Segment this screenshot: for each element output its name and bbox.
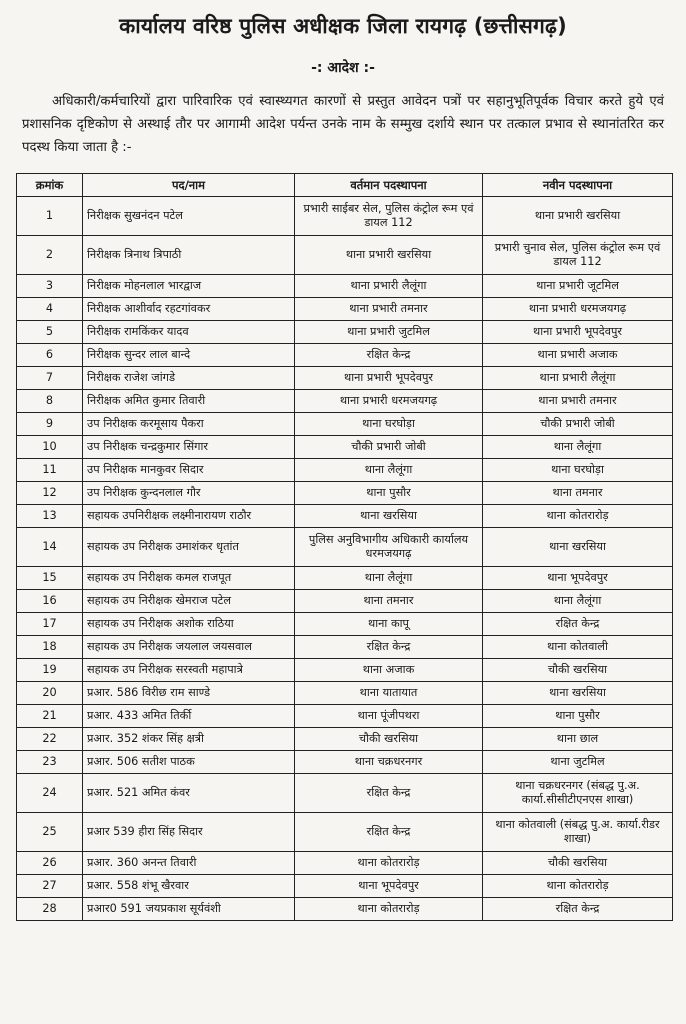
name-cell: निरीक्षक त्रिनाथ त्रिपाठी <box>83 236 295 275</box>
new-posting-cell: प्रभारी चुनाव सेल, पुलिस कंट्रोल रूम एवं डायल 112 <box>483 236 673 275</box>
name-cell: उप निरीक्षक मानकुवर सिदार <box>83 459 295 482</box>
col-header-current-posting: वर्तमान पदस्थापना <box>295 174 483 197</box>
table-header-row <box>17 174 673 197</box>
serial-cell: 17 <box>17 613 83 636</box>
current-posting-cell: थाना कोतरारोड़ <box>295 898 483 921</box>
new-posting-cell: थाना खरसिया <box>483 682 673 705</box>
intro-paragraph <box>22 90 664 159</box>
current-posting-cell: थाना अजाक <box>295 659 483 682</box>
serial-cell: 24 <box>17 774 83 813</box>
current-posting-cell: थाना लैलूंगा <box>295 459 483 482</box>
document-title: कार्यालय वरिष्ठ पुलिस अधीक्षक जिला रायगढ़ (छत्तीसगढ़) <box>119 14 567 38</box>
table-row <box>17 705 673 728</box>
name-cell: सहायक उप निरीक्षक खेमराज पटेल <box>83 590 295 613</box>
current-posting-cell: रक्षित केन्द्र <box>295 813 483 852</box>
serial-cell: 19 <box>17 659 83 682</box>
current-posting-cell: थाना पूंजीपथरा <box>295 705 483 728</box>
serial-cell: 3 <box>17 275 83 298</box>
name-cell: निरीक्षक मोहनलाल भारद्वाज <box>83 275 295 298</box>
serial-cell: 10 <box>17 436 83 459</box>
serial-cell: 23 <box>17 751 83 774</box>
serial-cell: 20 <box>17 682 83 705</box>
new-posting-cell: थाना छाल <box>483 728 673 751</box>
name-cell: निरीक्षक सुखनंदन पटेल <box>83 197 295 236</box>
name-cell: उप निरीक्षक चन्द्रकुमार सिंगार <box>83 436 295 459</box>
order-heading: -: आदेश :- <box>311 60 375 76</box>
serial-cell: 16 <box>17 590 83 613</box>
new-posting-cell: थाना कोतरारोड़ <box>483 875 673 898</box>
table-row <box>17 590 673 613</box>
name-cell: प्रआर. 506 सतीश पाठक <box>83 751 295 774</box>
name-cell: सहायक उप निरीक्षक उमाशंकर धृतांत <box>83 528 295 567</box>
table-row <box>17 813 673 852</box>
current-posting-cell: रक्षित केन्द्र <box>295 344 483 367</box>
current-posting-cell: थाना पुसौर <box>295 482 483 505</box>
new-posting-cell: थाना पुसौर <box>483 705 673 728</box>
serial-cell: 28 <box>17 898 83 921</box>
intro-text: अधिकारी/कर्मचारियों द्वारा पारिवारिक एवं स्वास्थ्यगत कारणों से प्रस्तुत आवेदन पत्रों पर सहानुभूतिपूर्वक विचार करते हुये एवं प्रशासनिक दृष्टिकोण से अस्थाई तौर पर आगामी आदेश पर्यन्त उनके नाम के सम्मुख दर्शाये स्थान पर तत्काल प्रभाव से स्थानांतरित कर पदस्थ किया जाता है :- <box>22 94 664 155</box>
serial-cell: 22 <box>17 728 83 751</box>
current-posting-cell: थाना कापू <box>295 613 483 636</box>
name-cell: निरीक्षक आशीर्वाद रहटगांवकर <box>83 298 295 321</box>
table-row <box>17 236 673 275</box>
new-posting-cell: थाना घरघोड़ा <box>483 459 673 482</box>
current-posting-cell: थाना तमनार <box>295 590 483 613</box>
new-posting-cell: थाना प्रभारी तमनार <box>483 390 673 413</box>
name-cell: सहायक उप निरीक्षक जयलाल जयसवाल <box>83 636 295 659</box>
name-cell: प्रआर. 586 विरीछ राम साण्डे <box>83 682 295 705</box>
table-row <box>17 751 673 774</box>
current-posting-cell: रक्षित केन्द्र <box>295 636 483 659</box>
new-posting-cell: थाना प्रभारी लैलूंगा <box>483 367 673 390</box>
new-posting-cell: थाना कोतरारोड़ <box>483 505 673 528</box>
col-header-name: पद/नाम <box>83 174 295 197</box>
table-row <box>17 636 673 659</box>
new-posting-cell: थाना खरसिया <box>483 528 673 567</box>
new-posting-cell: चौकी खरसिया <box>483 852 673 875</box>
table-row <box>17 898 673 921</box>
name-cell: सहायक उपनिरीक्षक लक्ष्मीनारायण राठौर <box>83 505 295 528</box>
name-cell: सहायक उप निरीक्षक कमल राजपूत <box>83 567 295 590</box>
table-body <box>17 197 673 921</box>
current-posting-cell: रक्षित केन्द्र <box>295 774 483 813</box>
new-posting-cell: थाना प्रभारी अजाक <box>483 344 673 367</box>
current-posting-cell: थाना खरसिया <box>295 505 483 528</box>
new-posting-cell: रक्षित केन्द्र <box>483 898 673 921</box>
name-cell: उप निरीक्षक करमूसाय पैकरा <box>83 413 295 436</box>
serial-cell: 18 <box>17 636 83 659</box>
serial-cell: 27 <box>17 875 83 898</box>
serial-cell: 26 <box>17 852 83 875</box>
new-posting-cell: चौकी खरसिया <box>483 659 673 682</box>
serial-cell: 2 <box>17 236 83 275</box>
current-posting-cell: थाना चक्रधरनगर <box>295 751 483 774</box>
current-posting-cell: थाना प्रभारी खरसिया <box>295 236 483 275</box>
current-posting-cell: थाना प्रभारी तमनार <box>295 298 483 321</box>
serial-cell: 5 <box>17 321 83 344</box>
transfer-table <box>16 173 673 921</box>
current-posting-cell: थाना प्रभारी जुटमिल <box>295 321 483 344</box>
name-cell: निरीक्षक सुन्दर लाल बान्दे <box>83 344 295 367</box>
serial-cell: 13 <box>17 505 83 528</box>
name-cell: प्रआर. 558 शंभू खैरवार <box>83 875 295 898</box>
new-posting-cell: थाना प्रभारी खरसिया <box>483 197 673 236</box>
table-row <box>17 197 673 236</box>
table-row <box>17 875 673 898</box>
serial-cell: 6 <box>17 344 83 367</box>
serial-cell: 4 <box>17 298 83 321</box>
table-row <box>17 367 673 390</box>
current-posting-cell: थाना कोतरारोड़ <box>295 852 483 875</box>
new-posting-cell: थाना प्रभारी धरमजयगढ़ <box>483 298 673 321</box>
current-posting-cell: थाना लैलूंगा <box>295 567 483 590</box>
table-row <box>17 852 673 875</box>
name-cell: प्रआर. 360 अनन्त तिवारी <box>83 852 295 875</box>
table-row <box>17 659 673 682</box>
new-posting-cell: थाना कोतवाली (संबद्ध पु.अ. कार्या.रीडर शाखा) <box>483 813 673 852</box>
table-row <box>17 682 673 705</box>
name-cell: प्रआर. 433 अमित तिर्की <box>83 705 295 728</box>
col-header-serial: क्रमांक <box>17 174 83 197</box>
new-posting-cell: थाना प्रभारी भूपदेवपुर <box>483 321 673 344</box>
table-row <box>17 321 673 344</box>
name-cell: निरीक्षक राजेश जांगडे <box>83 367 295 390</box>
current-posting-cell: थाना घरघोड़ा <box>295 413 483 436</box>
new-posting-cell: चौकी प्रभारी जोबी <box>483 413 673 436</box>
serial-cell: 9 <box>17 413 83 436</box>
name-cell: उप निरीक्षक कुन्दनलाल गौर <box>83 482 295 505</box>
serial-cell: 21 <box>17 705 83 728</box>
table-row <box>17 728 673 751</box>
new-posting-cell: थाना भूपदेवपुर <box>483 567 673 590</box>
table-row <box>17 482 673 505</box>
current-posting-cell: थाना प्रभारी लैलूंगा <box>295 275 483 298</box>
table-row <box>17 413 673 436</box>
current-posting-cell: थाना प्रभारी धरमजयगढ़ <box>295 390 483 413</box>
table-row <box>17 344 673 367</box>
serial-cell: 25 <box>17 813 83 852</box>
new-posting-cell: रक्षित केन्द्र <box>483 613 673 636</box>
name-cell: प्रआर. 352 शंकर सिंह क्षत्री <box>83 728 295 751</box>
table-row <box>17 298 673 321</box>
name-cell: सहायक उप निरीक्षक सरस्वती महापात्रे <box>83 659 295 682</box>
table-row <box>17 459 673 482</box>
serial-cell: 14 <box>17 528 83 567</box>
table-row <box>17 436 673 459</box>
name-cell: निरीक्षक अमित कुमार तिवारी <box>83 390 295 413</box>
current-posting-cell: प्रभारी साईबर सेल, पुलिस कंट्रोल रूम एवं डायल 112 <box>295 197 483 236</box>
serial-cell: 7 <box>17 367 83 390</box>
new-posting-cell: थाना लैलूंगा <box>483 436 673 459</box>
name-cell: प्रआर 539 हीरा सिंह सिदार <box>83 813 295 852</box>
current-posting-cell: चौकी खरसिया <box>295 728 483 751</box>
table-row <box>17 505 673 528</box>
table-row <box>17 774 673 813</box>
current-posting-cell: थाना प्रभारी भूपदेवपुर <box>295 367 483 390</box>
serial-cell: 8 <box>17 390 83 413</box>
table-row <box>17 390 673 413</box>
current-posting-cell: थाना यातायात <box>295 682 483 705</box>
serial-cell: 11 <box>17 459 83 482</box>
new-posting-cell: थाना तमनार <box>483 482 673 505</box>
name-cell: प्रआर0 591 जयप्रकाश सूर्यवंशी <box>83 898 295 921</box>
serial-cell: 15 <box>17 567 83 590</box>
current-posting-cell: चौकी प्रभारी जोबी <box>295 436 483 459</box>
serial-cell: 1 <box>17 197 83 236</box>
name-cell: प्रआर. 521 अमित कंवर <box>83 774 295 813</box>
table-row <box>17 567 673 590</box>
current-posting-cell: पुलिस अनुविभागीय अधिकारी कार्यालय धरमजयगढ़ <box>295 528 483 567</box>
col-header-new-posting: नवीन पदस्थापना <box>483 174 673 197</box>
table-row <box>17 613 673 636</box>
new-posting-cell: थाना चक्रधरनगर (संबद्ध पु.अ. कार्या.सीसीटीएनएस शाखा) <box>483 774 673 813</box>
table-row <box>17 275 673 298</box>
new-posting-cell: थाना कोतवाली <box>483 636 673 659</box>
name-cell: सहायक उप निरीक्षक अशोक राठिया <box>83 613 295 636</box>
table-row <box>17 528 673 567</box>
new-posting-cell: थाना प्रभारी जूटमिल <box>483 275 673 298</box>
name-cell: निरीक्षक रामकिंकर यादव <box>83 321 295 344</box>
serial-cell: 12 <box>17 482 83 505</box>
current-posting-cell: थाना भूपदेवपुर <box>295 875 483 898</box>
new-posting-cell: थाना लैलूंगा <box>483 590 673 613</box>
new-posting-cell: थाना जुटमिल <box>483 751 673 774</box>
